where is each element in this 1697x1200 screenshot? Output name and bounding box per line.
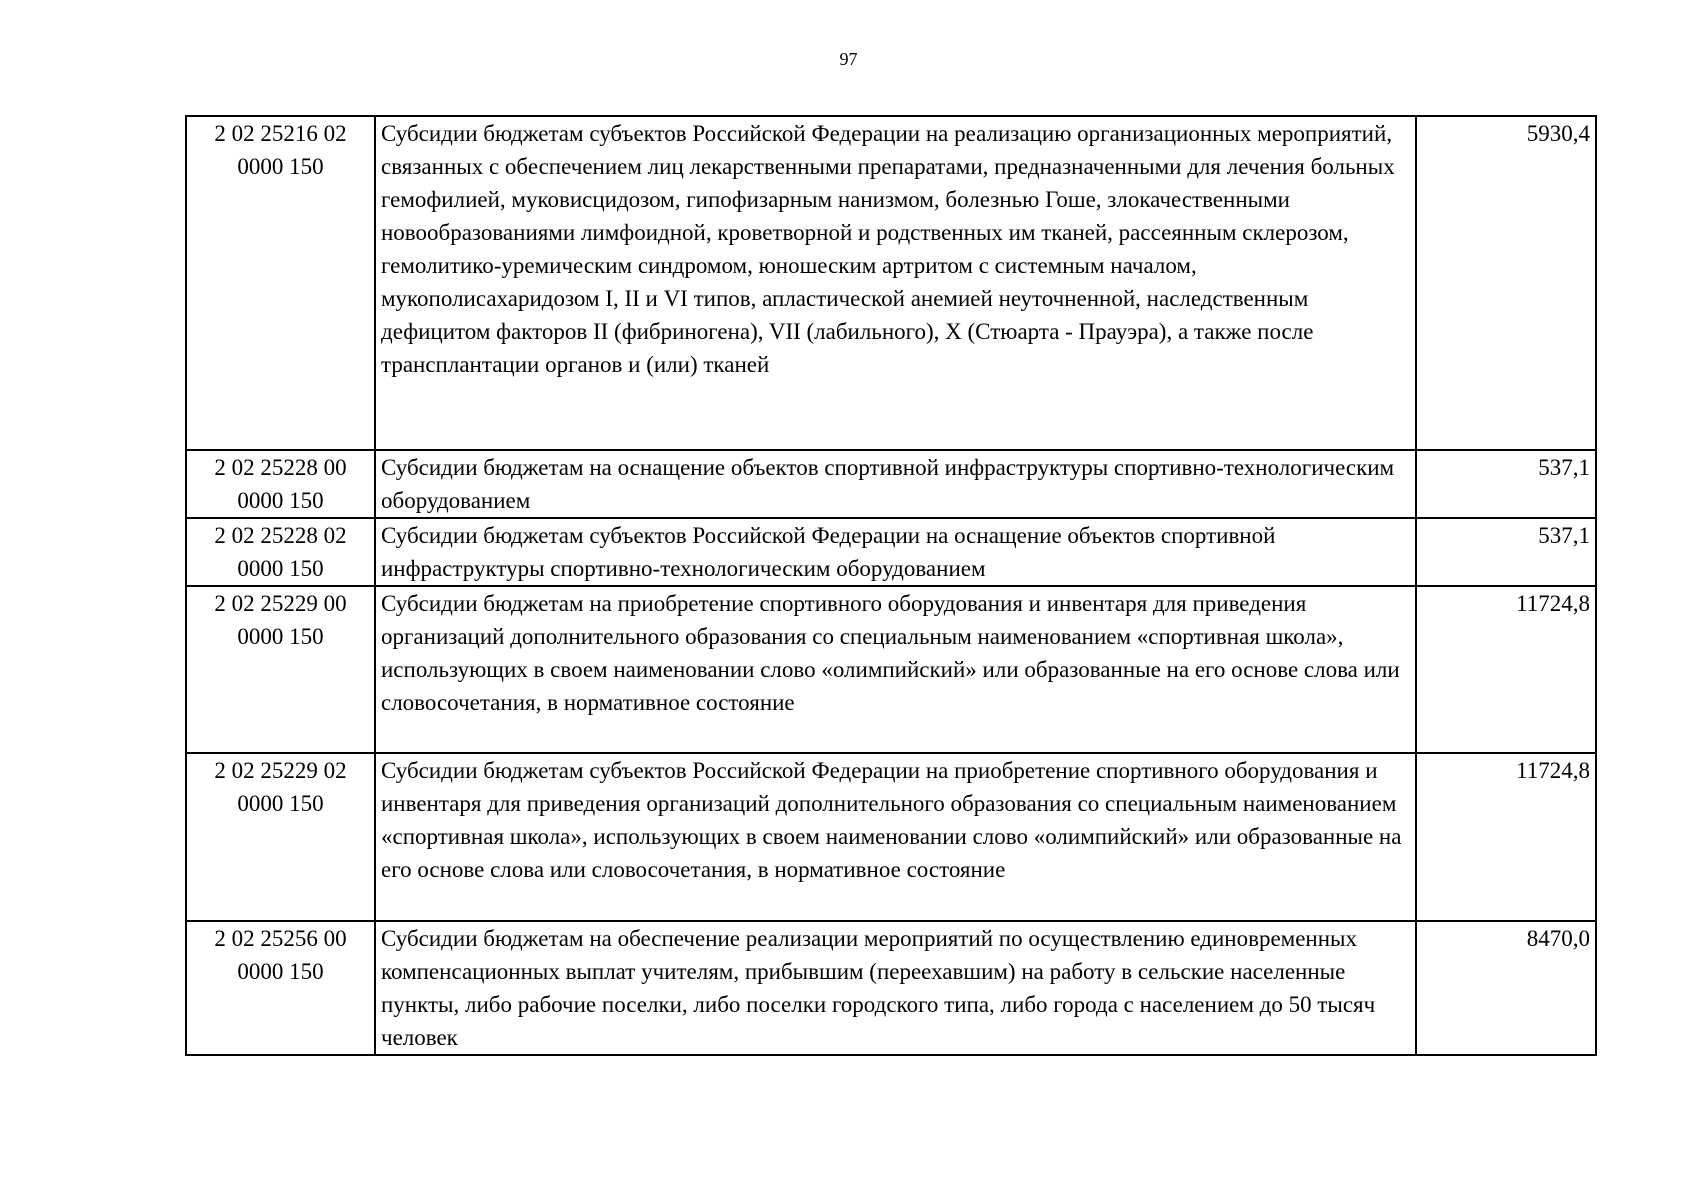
table-row bbox=[186, 450, 1596, 518]
budget-description: Субсидии бюджетам субъектов Российской Федерации на оснащение объектов спортивной инфраструктуры спортивно-технологическим оборудованием bbox=[375, 518, 1416, 586]
budget-code: 2 02 25229 02 0000 150 bbox=[186, 753, 375, 921]
table-row bbox=[186, 116, 1596, 450]
table-row bbox=[186, 753, 1596, 921]
budget-amount: 8470,0 bbox=[1416, 921, 1596, 1055]
budget-description: Субсидии бюджетам на приобретение спортивного оборудования и инвентаря для приведения организаций дополнительного образования со специальным наименованием «спортивная школа», использующих в своем наименовании слово «олимпийский» или образованные на его основе слова или словосочетания, в нормативное состояние bbox=[375, 586, 1416, 753]
budget-table bbox=[185, 115, 1597, 1056]
table-row bbox=[186, 586, 1596, 753]
budget-amount: 11724,8 bbox=[1416, 753, 1596, 921]
budget-amount: 5930,4 bbox=[1416, 116, 1596, 450]
budget-amount: 11724,8 bbox=[1416, 586, 1596, 753]
budget-code: 2 02 25216 02 0000 150 bbox=[186, 116, 375, 450]
table-row bbox=[186, 518, 1596, 586]
page-number: 97 bbox=[839, 49, 858, 69]
budget-code: 2 02 25228 00 0000 150 bbox=[186, 450, 375, 518]
budget-amount: 537,1 bbox=[1416, 518, 1596, 586]
budget-code: 2 02 25228 02 0000 150 bbox=[186, 518, 375, 586]
budget-description: Субсидии бюджетам на обеспечение реализации мероприятий по осуществлению единовременных компенсационных выплат учителям, прибывшим (переехавшим) на работу в сельские населенные пункты, либо рабочие поселки, либо поселки городского типа, либо города с населением до 50 тысяч человек bbox=[375, 921, 1416, 1055]
table-row bbox=[186, 921, 1596, 1055]
budget-description: Субсидии бюджетам субъектов Российской Федерации на приобретение спортивного оборудования и инвентаря для приведения организаций дополнительного образования со специальным наименованием «спортивная школа», использующих в своем наименовании слово «олимпийский» или образованные на его основе слова или словосочетания, в нормативное состояние bbox=[375, 753, 1416, 921]
budget-code: 2 02 25229 00 0000 150 bbox=[186, 586, 375, 753]
budget-code: 2 02 25256 00 0000 150 bbox=[186, 921, 375, 1055]
budget-amount: 537,1 bbox=[1416, 450, 1596, 518]
budget-description: Субсидии бюджетам субъектов Российской Федерации на реализацию организационных мероприятий, связанных с обеспечением лиц лекарственными препаратами, предназначенными для лечения больных гемофилией, муковисцидозом, гипофизарным нанизмом, болезнью Гоше, злокачественными новообразованиями лимфоидной, кроветворной и родственных им тканей, рассеянным склерозом, гемолитико-уремическим синдромом, юношеским артритом с системным началом, мукополисахаридозом I, II и VI типов, апластической анемией неуточненной, наследственным дефицитом факторов II (фибриногена), VII (лабильного), X (Стюарта - Прауэра), а также после трансплантации органов и (или) тканей bbox=[375, 116, 1416, 450]
budget-description: Субсидии бюджетам на оснащение объектов спортивной инфраструктуры спортивно-технологическим оборудованием bbox=[375, 450, 1416, 518]
